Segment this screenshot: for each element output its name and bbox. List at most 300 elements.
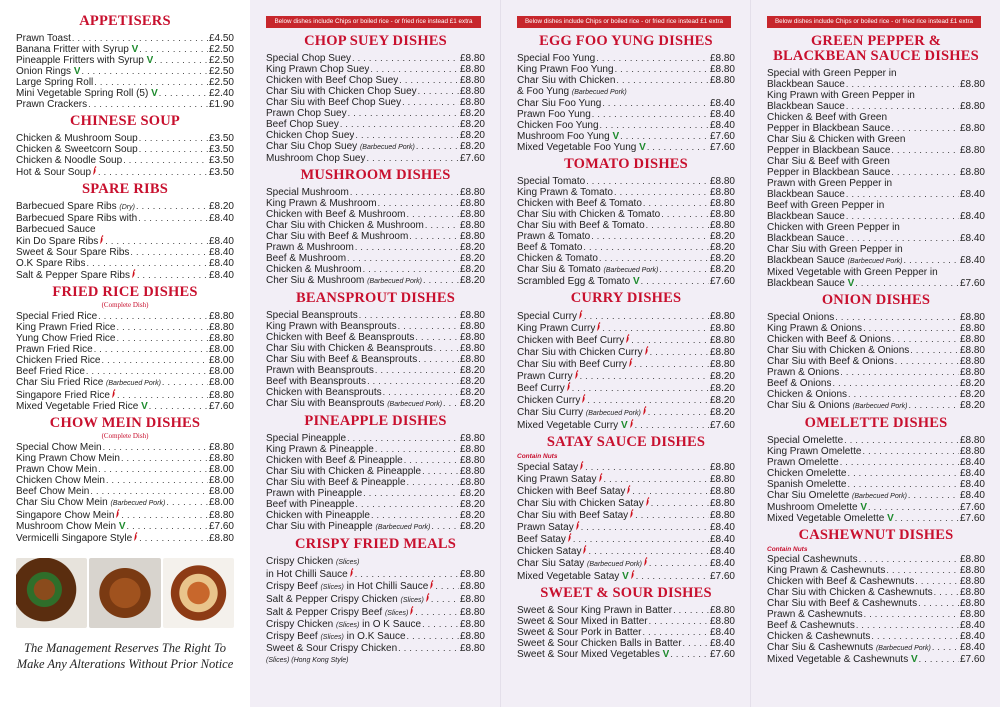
menu-item-price: £8.40: [709, 638, 735, 649]
menu-item: [767, 112, 985, 123]
chili-pepper-icon: [644, 348, 649, 357]
menu-item-name-group: [767, 90, 915, 101]
section-satay: [517, 435, 735, 582]
dot-leader: [832, 378, 958, 389]
dot-leader: [149, 401, 208, 412]
menu-item-name: Chicken & Beef with Green: [767, 112, 888, 123]
dot-leader: [116, 322, 207, 333]
menu-item-price: £8.80: [709, 64, 735, 75]
dot-leader: [415, 332, 459, 343]
menu-item-name-group: [517, 231, 590, 242]
menu-item-name: Chicken Chop Suey: [266, 130, 355, 141]
dot-leader: [871, 631, 959, 642]
menu-item-price: £8.80: [459, 343, 485, 354]
menu-item-name-group: [266, 153, 366, 164]
section-fried-rice: [16, 285, 234, 412]
menu-item-name-group: [266, 75, 398, 86]
menu-item-price: £8.40: [959, 642, 985, 653]
menu-item-name: Char Siu with Beef & Pineapple: [266, 477, 406, 488]
menu-item-price: £8.40: [208, 258, 234, 269]
menu-item: [16, 322, 234, 333]
dot-leader: [643, 627, 709, 638]
menu-item-name-group: [517, 242, 582, 253]
food-photo: [89, 558, 160, 628]
menu-item-name: Char Siu with Beef & Beansprouts: [266, 354, 418, 365]
menu-item: [767, 631, 985, 642]
menu-item-name: Prawn Foo Yung: [517, 109, 591, 120]
menu-item: [767, 367, 985, 378]
menu-item-name-group: [517, 209, 660, 220]
chili-pepper-icon: [133, 534, 138, 543]
menu-item: [16, 464, 234, 475]
menu-item-price: £8.20: [459, 242, 485, 253]
dot-leader: [159, 88, 208, 99]
menu-item: [517, 53, 735, 64]
dot-leader: [846, 101, 959, 112]
dot-leader: [136, 201, 208, 212]
menu-item: [767, 642, 985, 654]
menu-item: [266, 568, 485, 580]
chili-pepper-icon: [628, 360, 633, 369]
menu-item-price: £8.80: [459, 310, 485, 321]
dot-leader: [651, 498, 709, 509]
menu-item-price: £8.80: [459, 631, 485, 642]
dot-leader: [415, 607, 459, 618]
menu-item-name: Char Siu Chop Suey: [266, 141, 358, 152]
menu-item-name: Special Fried Rice: [16, 311, 98, 322]
menu-item-name-group: [767, 123, 890, 134]
menu-item: [16, 88, 234, 99]
dot-leader: [615, 64, 709, 75]
menu-item-name-group: [266, 141, 415, 153]
menu-item-price: £8.40: [959, 468, 985, 479]
menu-item-name-group: [266, 619, 421, 631]
menu-item: [767, 312, 985, 323]
menu-item: [767, 167, 985, 178]
menu-item-name-group: [517, 370, 579, 382]
section-title: PINEAPPLE DISHES: [304, 413, 447, 429]
menu-item-name: King Prawn & Onions: [767, 323, 863, 334]
menu-item-name-group: [266, 64, 369, 75]
menu-item-note: (Barbecued Pork): [603, 267, 659, 274]
menu-item: [16, 389, 234, 401]
menu-item-name: Pepper in Blackbean Sauce: [767, 123, 891, 134]
dot-leader: [435, 581, 459, 592]
section-beansprout: [266, 291, 485, 410]
menu-item-price: £8.80: [959, 345, 985, 356]
menu-item-name: Chicken with Beef Satay: [517, 486, 626, 497]
menu-item: [16, 509, 234, 521]
menu-item-name-group: [266, 354, 417, 365]
menu-item: [266, 580, 485, 593]
menu-item-price: £8.00: [208, 377, 234, 388]
menu-item-name-group: [16, 442, 102, 453]
menu-item-name-group: [517, 53, 595, 64]
menu-item-price: £8.80: [709, 605, 735, 616]
menu-item-name: Special Omelette: [767, 435, 844, 446]
menu-item-name: Chicken & Sweetcorn Soup: [16, 144, 138, 155]
menu-item: [266, 64, 485, 75]
menu-item: [266, 433, 485, 444]
menu-item-name: Prawn Satay: [517, 522, 574, 533]
menu-item-name: Mixed Vegetable Foo Yung: [517, 142, 637, 153]
dot-leader: [859, 554, 959, 565]
menu-list: [16, 201, 234, 281]
menu-item-name: Mixed Vegetable Curry: [517, 420, 619, 431]
menu-item: [266, 643, 485, 654]
menu-item-name-group: [767, 134, 905, 145]
menu-item: [517, 570, 735, 582]
menu-item-name: Blackbean Sauce: [767, 79, 845, 90]
dot-leader: [604, 474, 709, 485]
menu-item-name-group: [16, 322, 115, 333]
menu-item-name: Beef Satay: [517, 534, 566, 545]
menu-item-price: £8.80: [459, 594, 485, 605]
menu-item: [266, 510, 485, 521]
menu-item-name: Singapore Chow Mein: [16, 510, 115, 521]
dot-leader: [98, 311, 208, 322]
menu-item: [266, 97, 485, 108]
menu-item-price: £8.80: [709, 53, 735, 64]
menu-item-name: Mushroom Omelette: [767, 502, 858, 513]
menu-item: [16, 453, 234, 464]
menu-item-price: £8.20: [459, 488, 485, 499]
menu-item-price: £8.40: [959, 189, 985, 200]
menu-item-price: £7.60: [959, 278, 985, 289]
menu-item: [16, 333, 234, 344]
menu-item: [16, 401, 234, 412]
menu-item: [767, 446, 985, 457]
dot-leader: [422, 619, 459, 630]
dot-leader: [383, 387, 459, 398]
section-title: FRIED RICE DISHES: [52, 284, 198, 300]
menu-item-name: King Prawn with Beansprouts: [266, 321, 397, 332]
menu-item-name-group: [517, 521, 580, 533]
menu-item-price: £8.20: [459, 108, 485, 119]
menu-item-price: £3.50: [208, 167, 234, 178]
menu-item-name: Char Siu with Beef & Cashewnuts: [767, 598, 918, 609]
dot-leader: [588, 546, 708, 557]
menu-item: [767, 178, 985, 189]
menu-item-name: Special Tomato: [517, 176, 586, 187]
vegetarian-v-icon: V: [910, 654, 918, 665]
vegetarian-v-icon: V: [847, 278, 855, 289]
menu-item-name-group: [16, 497, 165, 509]
menu-item-name-group: [16, 333, 116, 344]
menu-item: [767, 598, 985, 609]
section-subtitle: Contain Nuts: [517, 453, 558, 460]
menu-item-note: (Barbecued Pork): [852, 403, 908, 410]
menu-item-price: £8.40: [208, 213, 234, 224]
dot-leader: [88, 99, 208, 110]
dot-leader: [602, 98, 709, 109]
menu-item: [517, 616, 735, 627]
dot-leader: [661, 209, 709, 220]
menu-item-price: £8.20: [208, 201, 234, 212]
menu-item-price: £8.00: [208, 486, 234, 497]
menu-item-name: & Foo Yung: [517, 86, 570, 97]
dot-leader: [863, 323, 959, 334]
menu-item-price: £8.20: [459, 130, 485, 141]
section-title: TOMATO DISHES: [564, 156, 688, 172]
menu-item-name: Chicken & Cashewnuts: [767, 631, 871, 642]
menu-item-name: Barbecued Sauce: [16, 224, 96, 235]
menu-item: [266, 264, 485, 275]
menu-item-name: Salt & Pepper Crispy Beef: [266, 607, 383, 618]
menu-item-price: £8.40: [709, 558, 735, 569]
chili-pepper-icon: [596, 324, 601, 333]
vegetarian-v-icon: V: [662, 649, 670, 660]
menu-item: [767, 134, 985, 145]
menu-item-price: £8.20: [959, 400, 985, 411]
menu-item-name: Char Siu with Chicken & Pineapple: [266, 466, 422, 477]
menu-item-name: Char Siu with Beansprouts: [266, 398, 385, 409]
menu-item-name-group: [266, 130, 354, 141]
menu-item-name: Large Spring Roll: [16, 77, 94, 88]
menu-item-price: £8.00: [208, 497, 234, 508]
menu-item-name-group: [266, 580, 434, 593]
menu-item-price: £8.80: [959, 576, 985, 587]
menu-item-name-group: [16, 33, 71, 44]
dot-leader: [86, 366, 208, 377]
menu-item-price: £8.20: [459, 119, 485, 130]
menu-item-name: Singapore Fried Rice: [16, 390, 110, 401]
menu-item: [266, 499, 485, 510]
menu-item-name-group: [767, 345, 909, 356]
menu-item-name-group: [266, 521, 430, 533]
menu-item-note: (Barbecued Pork): [106, 380, 161, 387]
menu-item-price: £8.40: [959, 479, 985, 490]
menu-item-name-group: [266, 53, 351, 64]
chili-pepper-icon: [574, 372, 579, 381]
menu-item: [266, 53, 485, 64]
menu-item-price: £2.50: [208, 55, 234, 66]
menu-item-name-group: [767, 631, 870, 642]
dot-leader: [402, 97, 459, 108]
section-title: CASHEWNUT DISHES: [798, 527, 954, 543]
menu-item-price: £8.80: [459, 433, 485, 444]
menu-item-name-group: [517, 627, 642, 638]
menu-item: [266, 209, 485, 220]
dot-leader: [891, 145, 959, 156]
menu-item-price: £8.00: [208, 475, 234, 486]
menu-item-name: Salt & Pepper Spare Ribs: [16, 270, 130, 281]
dot-leader: [407, 631, 459, 642]
dot-leader: [670, 649, 709, 660]
chili-pepper-icon: [567, 535, 572, 544]
menu-item-name: Cher Siu & Mushroom: [266, 275, 365, 286]
menu-item-price: £8.80: [459, 455, 485, 466]
menu-item-price: £8.80: [959, 101, 985, 112]
menu-item-name-group: [767, 267, 938, 278]
menu-item-name: King Prawn Foo Yung: [517, 64, 614, 75]
chili-pepper-icon: [629, 421, 634, 430]
menu-item-name-group: [266, 606, 414, 619]
menu-item-name: Prawn Toast: [16, 33, 71, 44]
menu-item-name: Chicken with Beef & Beansprouts: [266, 332, 415, 343]
menu-item-name: Chicken with Beef & Mushroom: [266, 209, 406, 220]
dot-leader: [130, 247, 208, 258]
dot-leader: [855, 278, 959, 289]
menu-item-name: King Prawn & Cashewnuts: [767, 565, 886, 576]
menu-item: [266, 593, 485, 606]
menu-item-price: £8.80: [709, 209, 735, 220]
menu-item-price: £8.80: [959, 79, 985, 90]
menu-item-name-group: [266, 264, 362, 275]
menu-list: [266, 187, 485, 287]
menu-item-price: £8.80: [959, 312, 985, 323]
section-green-pepper: [767, 34, 985, 289]
menu-item-name-group: [517, 419, 634, 431]
menu-item-name: Sweet & Sour Mixed Vegetables: [517, 649, 660, 660]
dot-leader: [641, 276, 709, 287]
menu-item: [517, 334, 735, 346]
menu-item: [767, 244, 985, 255]
menu-item-name-group: [517, 346, 649, 358]
menu-item-name: Char Siu with Chicken & Tomato: [517, 209, 661, 220]
menu-item-note: (Barbecued Pork): [585, 410, 641, 417]
menu-item: [266, 231, 485, 242]
menu-item-name: Salt & Pepper Crispy Chicken: [266, 594, 398, 605]
menu-item-name-group: [266, 477, 406, 488]
menu-item-name: Crispy Beef: [266, 581, 318, 592]
menu-item-name-group: [517, 557, 648, 570]
dot-leader: [573, 534, 709, 545]
menu-item-price: £8.20: [709, 383, 735, 394]
menu-item-name-group: [767, 222, 900, 233]
dot-leader: [581, 522, 709, 533]
menu-item-name-group: [767, 378, 831, 389]
menu-item-price: £8.80: [459, 619, 485, 630]
menu-item-name-group: [266, 466, 421, 477]
dot-leader: [683, 638, 709, 649]
menu-item-name: Char Siu with Beef & Onions: [767, 356, 894, 367]
menu-item-name-group: [517, 605, 672, 616]
menu-item: [16, 155, 234, 166]
dot-leader: [352, 53, 459, 64]
menu-item-name: King Prawn Chow Mein: [16, 453, 120, 464]
menu-list: [517, 605, 735, 660]
section-title: CRISPY FRIED MEALS: [295, 536, 456, 552]
menu-item-price: £7.60: [208, 521, 234, 532]
section-omelette: [767, 416, 985, 524]
menu-item-price: £8.20: [459, 253, 485, 264]
section-title: GREEN PEPPER & BLACKBEAN SAUCE DISHES: [773, 33, 979, 64]
menu-item-name-group: [767, 468, 846, 479]
menu-item: [517, 485, 735, 497]
menu-item-price: £8.40: [208, 270, 234, 281]
menu-item-name: Chicken Omelette: [767, 468, 847, 479]
dot-leader: [844, 435, 959, 446]
section-pineapple: [266, 414, 485, 533]
menu-item-price: £8.40: [959, 211, 985, 222]
menu-item-note: (Barbecued Pork): [852, 493, 907, 500]
menu-item-price: £8.80: [459, 581, 485, 592]
menu-item-name-group: [266, 332, 414, 343]
menu-item-name-group: [767, 554, 858, 565]
menu-list: [266, 310, 485, 410]
dot-leader: [340, 119, 459, 130]
menu-item: [767, 389, 985, 400]
dot-leader: [127, 521, 208, 532]
menu-item-name-group: [517, 461, 584, 473]
dot-leader: [596, 53, 709, 64]
menu-item-name-group: [16, 201, 135, 213]
dot-leader: [375, 365, 459, 376]
menu-item-name-group: [767, 178, 892, 189]
dot-leader: [863, 446, 959, 457]
menu-item-name: Chicken with Beef & Onions: [767, 334, 891, 345]
menu-item: [767, 68, 985, 79]
vegetarian-v-icon: V: [612, 131, 620, 142]
menu-item-name-group: [16, 475, 105, 486]
menu-item: [517, 120, 735, 131]
section-title: SATAY SAUCE DISHES: [546, 434, 706, 450]
dot-leader: [117, 333, 208, 344]
menu-item-name: Banana Fritter with Syrup: [16, 44, 129, 55]
dot-leader: [117, 390, 208, 401]
menu-item-name-group: [517, 310, 583, 322]
menu-item-name-group: [16, 486, 89, 497]
menu-item-name-group: [767, 642, 931, 654]
dot-leader: [371, 510, 459, 521]
dot-leader: [584, 311, 709, 322]
menu-item-price: £8.20: [709, 371, 735, 382]
menu-list: [767, 312, 985, 412]
menu-item-name: Chicken Satay: [517, 546, 582, 557]
menu-item-name-group: [767, 446, 862, 457]
menu-item-price: £8.80: [959, 554, 985, 565]
chili-pepper-icon: [630, 572, 635, 581]
menu-list: [517, 176, 735, 287]
menu-item-name-group: [517, 358, 633, 370]
menu-item-price: £8.80: [208, 453, 234, 464]
dot-leader: [631, 335, 709, 346]
menu-item-price: £2.50: [208, 44, 234, 55]
dot-leader: [378, 198, 459, 209]
menu-item-price: £8.20: [459, 141, 485, 152]
menu-item: [16, 269, 234, 281]
menu-item-note: (Slices): [400, 597, 424, 604]
menu-item: [16, 144, 234, 155]
menu-item-name: Crispy Chicken: [266, 619, 334, 630]
menu-item: [16, 442, 234, 453]
dot-leader: [891, 167, 959, 178]
dot-leader: [908, 490, 959, 501]
dot-leader: [846, 79, 959, 90]
menu-item: [767, 490, 985, 502]
menu-item-note: (Slices): [336, 622, 360, 629]
menu-item: [16, 247, 234, 258]
menu-item-name: Mushroom Chop Suey: [266, 153, 366, 164]
menu-item-name-group: [517, 485, 631, 497]
menu-item: [767, 200, 985, 211]
menu-item-name-group: [266, 119, 339, 130]
menu-item-price: £8.80: [459, 444, 485, 455]
management-notice: The Management Reserves The Right To Make Any Alterations Without Prior Notice: [16, 641, 234, 671]
menu-item: [517, 394, 735, 406]
dot-leader: [673, 605, 709, 616]
menu-item-name-group: [16, 509, 120, 521]
menu-item-name: Blackbean Sauce: [767, 255, 845, 266]
menu-item-name-group: [266, 97, 401, 108]
menu-item: [266, 242, 485, 253]
menu-item: [16, 344, 234, 355]
dot-leader: [431, 594, 459, 605]
menu-item-name-group: [517, 264, 658, 276]
dot-leader: [908, 400, 959, 411]
dot-leader: [620, 131, 709, 142]
